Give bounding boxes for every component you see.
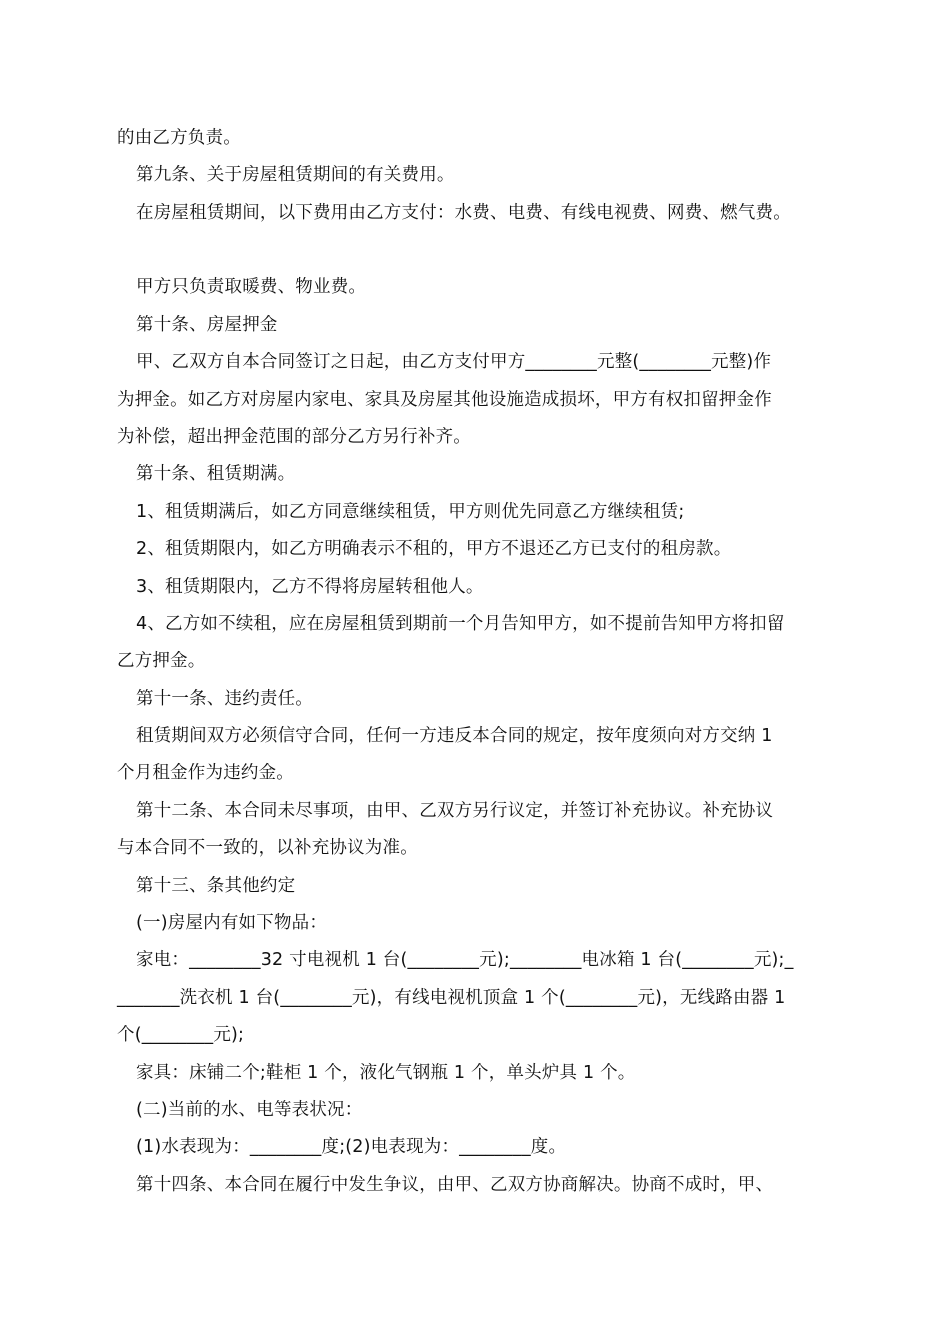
text-line: 为押金。如乙方对房屋内家电、家具及房屋其他设施造成损坏，甲方有权扣留押金作 bbox=[117, 390, 772, 410]
article-13-heading: 第十三、条其他约定 bbox=[136, 876, 296, 896]
text-line: 在房屋租赁期间，以下费用由乙方支付：水费、电费、有线电视费、网费、燃气费。 bbox=[136, 203, 791, 223]
text-line: 家具：床铺二个;鞋柜 1 个，液化气钢瓶 1 个，单头炉具 1 个。 bbox=[136, 1063, 636, 1083]
article-11-heading: 第十一条、违约责任。 bbox=[136, 689, 313, 709]
text-line: 与本合同不一致的，以补充协议为准。 bbox=[117, 838, 418, 858]
text-line: (一)房屋内有如下物品： bbox=[136, 913, 328, 933]
text-line: 甲方只负责取暖费、物业费。 bbox=[136, 277, 367, 297]
text-line: 个(________元); bbox=[117, 1025, 245, 1045]
article-12-heading: 第十二条、本合同未尽事项，由甲、乙双方另行议定，并签订补充协议。补充协议 bbox=[136, 801, 774, 821]
text-line: (二)当前的水、电等表状况： bbox=[136, 1100, 363, 1120]
text-line: 家电：________32 寸电视机 1 台(________元);________电冰箱 1 台(________元);_ bbox=[136, 950, 794, 970]
list-item: 4、乙方如不续租，应在房屋租赁到期前一个月告知甲方，如不提前告知甲方将扣留 bbox=[136, 614, 785, 634]
article-9-heading: 第九条、关于房屋租赁期间的有关费用。 bbox=[136, 165, 455, 185]
text-line: 租赁期间双方必须信守合同，任何一方违反本合同的规定，按年度须向对方交纳 1 bbox=[136, 726, 773, 746]
text-line: _______洗衣机 1 台(________元)，有线电视机顶盒 1 个(________元)，无线路由器 1 bbox=[117, 988, 786, 1008]
text-line: 为补偿，超出押金范围的部分乙方另行补齐。 bbox=[117, 427, 471, 447]
text-line: (1)水表现为：________度;(2)电表现为：________度。 bbox=[136, 1137, 567, 1157]
article-10-heading: 第十条、房屋押金 bbox=[136, 315, 278, 335]
article-14-heading: 第十四条、本合同在履行中发生争议，由甲、乙双方协商解决。协商不成时，甲、 bbox=[136, 1175, 774, 1195]
list-item: 1、租赁期满后，如乙方同意继续租赁，甲方则优先同意乙方继续租赁; bbox=[136, 502, 685, 522]
article-10b-heading: 第十条、租赁期满。 bbox=[136, 464, 296, 484]
list-item: 2、租赁期限内，如乙方明确表示不租的，甲方不退还乙方已支付的租房款。 bbox=[136, 539, 732, 559]
text-line: 的由乙方负责。 bbox=[117, 128, 241, 148]
text-line: 个月租金作为违约金。 bbox=[117, 763, 294, 783]
text-line: 乙方押金。 bbox=[117, 651, 206, 671]
text-line: 甲、乙双方自本合同签订之日起，由乙方支付甲方________元整(________元整)作 bbox=[136, 352, 772, 372]
list-item: 3、租赁期限内，乙方不得将房屋转租他人。 bbox=[136, 577, 484, 597]
